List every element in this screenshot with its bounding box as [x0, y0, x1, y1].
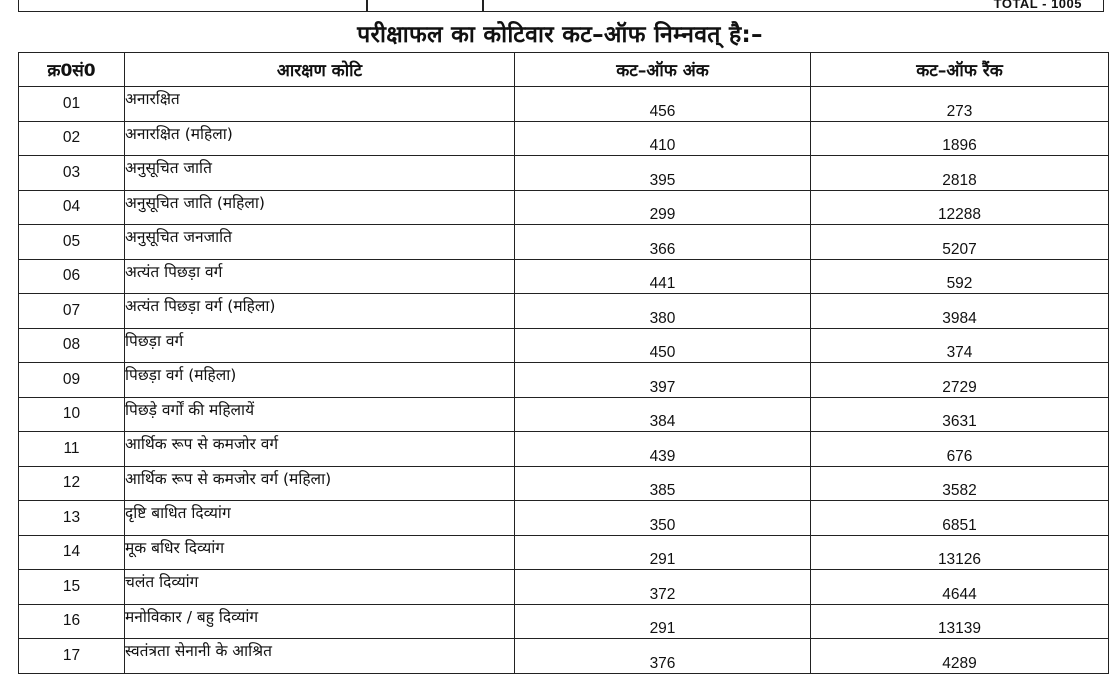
- serial-number-cell: 06: [19, 259, 125, 294]
- table-row: [19, 570, 1109, 605]
- header-cutoff-rank: कट–ऑफ रैंक: [811, 53, 1109, 87]
- serial-number-cell: 14: [19, 535, 125, 570]
- cutoff-marks-cell: 385: [515, 466, 811, 501]
- cutoff-marks-cell: 376: [515, 639, 811, 674]
- cutoff-marks-cell: 291: [515, 535, 811, 570]
- category-cell: अत्यंत पिछड़ा वर्ग: [125, 259, 515, 294]
- cutoff-marks-cell: 372: [515, 570, 811, 605]
- category-cell: दृष्टि बाधित दिव्यांग: [125, 501, 515, 536]
- table-row: [19, 535, 1109, 570]
- category-cell: अनारक्षित: [125, 87, 515, 122]
- serial-number-cell: 17: [19, 639, 125, 674]
- cutoff-rank-cell: 2818: [811, 156, 1109, 191]
- cutoff-marks-cell: 397: [515, 363, 811, 398]
- serial-number-cell: 16: [19, 604, 125, 639]
- cutoff-marks-cell: 299: [515, 190, 811, 225]
- cutoff-rank-cell: 6851: [811, 501, 1109, 536]
- cutoff-table: [18, 52, 1109, 674]
- cutoff-marks-cell: 395: [515, 156, 811, 191]
- category-cell: अनारक्षित (महिला): [125, 121, 515, 156]
- table-row: [19, 225, 1109, 260]
- category-cell: पिछड़ा वर्ग: [125, 328, 515, 363]
- cutoff-marks-cell: 291: [515, 604, 811, 639]
- table-row: [19, 466, 1109, 501]
- serial-number-cell: 13: [19, 501, 125, 536]
- cutoff-marks-cell: 456: [515, 87, 811, 122]
- table-row: [19, 432, 1109, 467]
- table-row: [19, 328, 1109, 363]
- cutoff-marks-cell: 384: [515, 397, 811, 432]
- table-header-row: [19, 53, 1109, 87]
- category-cell: चलंत दिव्यांग: [125, 570, 515, 605]
- category-cell: पिछड़े वर्गों की महिलायें: [125, 397, 515, 432]
- category-cell: अनुसूचित जाति: [125, 156, 515, 191]
- serial-number-cell: 01: [19, 87, 125, 122]
- cutoff-rank-cell: 374: [811, 328, 1109, 363]
- cutoff-rank-cell: 13139: [811, 604, 1109, 639]
- table-row: [19, 259, 1109, 294]
- table-row: [19, 363, 1109, 398]
- category-cell: अत्यंत पिछड़ा वर्ग (महिला): [125, 294, 515, 329]
- serial-number-cell: 12: [19, 466, 125, 501]
- cutoff-rank-cell: 1896: [811, 121, 1109, 156]
- table-row: [19, 156, 1109, 191]
- cutoff-rank-cell: 3631: [811, 397, 1109, 432]
- cutoff-marks-cell: 439: [515, 432, 811, 467]
- category-cell: पिछड़ा वर्ग (महिला): [125, 363, 515, 398]
- cutoff-rank-cell: 3582: [811, 466, 1109, 501]
- table-row: [19, 501, 1109, 536]
- cutoff-marks-cell: 380: [515, 294, 811, 329]
- category-cell: मनोविकार / बहु दिव्यांग: [125, 604, 515, 639]
- serial-number-cell: 15: [19, 570, 125, 605]
- serial-number-cell: 07: [19, 294, 125, 329]
- category-cell: अनुसूचित जाति (महिला): [125, 190, 515, 225]
- serial-number-cell: 08: [19, 328, 125, 363]
- category-cell: अनुसूचित जनजाति: [125, 225, 515, 260]
- category-cell: आर्थिक रूप से कमजोर वर्ग (महिला): [125, 466, 515, 501]
- serial-number-cell: 03: [19, 156, 125, 191]
- cutoff-rank-cell: 13126: [811, 535, 1109, 570]
- cutoff-rank-cell: 273: [811, 87, 1109, 122]
- previous-table-cell: [366, 0, 484, 12]
- cutoff-rank-cell: 5207: [811, 225, 1109, 260]
- serial-number-cell: 05: [19, 225, 125, 260]
- cutoff-rank-cell: 4289: [811, 639, 1109, 674]
- previous-table-edge: [0, 0, 1120, 14]
- table-row: [19, 294, 1109, 329]
- category-cell: मूक बधिर दिव्यांग: [125, 535, 515, 570]
- table-row: [19, 87, 1109, 122]
- cutoff-rank-cell: 676: [811, 432, 1109, 467]
- table-row: [19, 639, 1109, 674]
- header-category: आरक्षण कोटि: [125, 53, 515, 87]
- cutoff-marks-cell: 441: [515, 259, 811, 294]
- category-cell: आर्थिक रूप से कमजोर वर्ग: [125, 432, 515, 467]
- page-title: परीक्षाफल का कोटिवार कट–ऑफ निम्नवत् है:–: [357, 22, 763, 48]
- table-row: [19, 604, 1109, 639]
- previous-table-cell: [18, 0, 368, 12]
- table-row: [19, 190, 1109, 225]
- serial-number-cell: 11: [19, 432, 125, 467]
- serial-number-cell: 02: [19, 121, 125, 156]
- cutoff-rank-cell: 2729: [811, 363, 1109, 398]
- serial-number-cell: 09: [19, 363, 125, 398]
- header-serial-number: क्र0सं0: [19, 53, 125, 87]
- total-label: TOTAL - 1005: [993, 0, 1082, 11]
- cutoff-marks-cell: 366: [515, 225, 811, 260]
- table-row: [19, 397, 1109, 432]
- cutoff-rank-cell: 592: [811, 259, 1109, 294]
- cutoff-rank-cell: 3984: [811, 294, 1109, 329]
- cutoff-marks-cell: 350: [515, 501, 811, 536]
- cutoff-marks-cell: 450: [515, 328, 811, 363]
- serial-number-cell: 10: [19, 397, 125, 432]
- cutoff-marks-cell: 410: [515, 121, 811, 156]
- cutoff-rank-cell: 4644: [811, 570, 1109, 605]
- table-row: [19, 121, 1109, 156]
- header-cutoff-marks: कट–ऑफ अंक: [515, 53, 811, 87]
- category-cell: स्वतंत्रता सेनानी के आश्रित: [125, 639, 515, 674]
- serial-number-cell: 04: [19, 190, 125, 225]
- cutoff-rank-cell: 12288: [811, 190, 1109, 225]
